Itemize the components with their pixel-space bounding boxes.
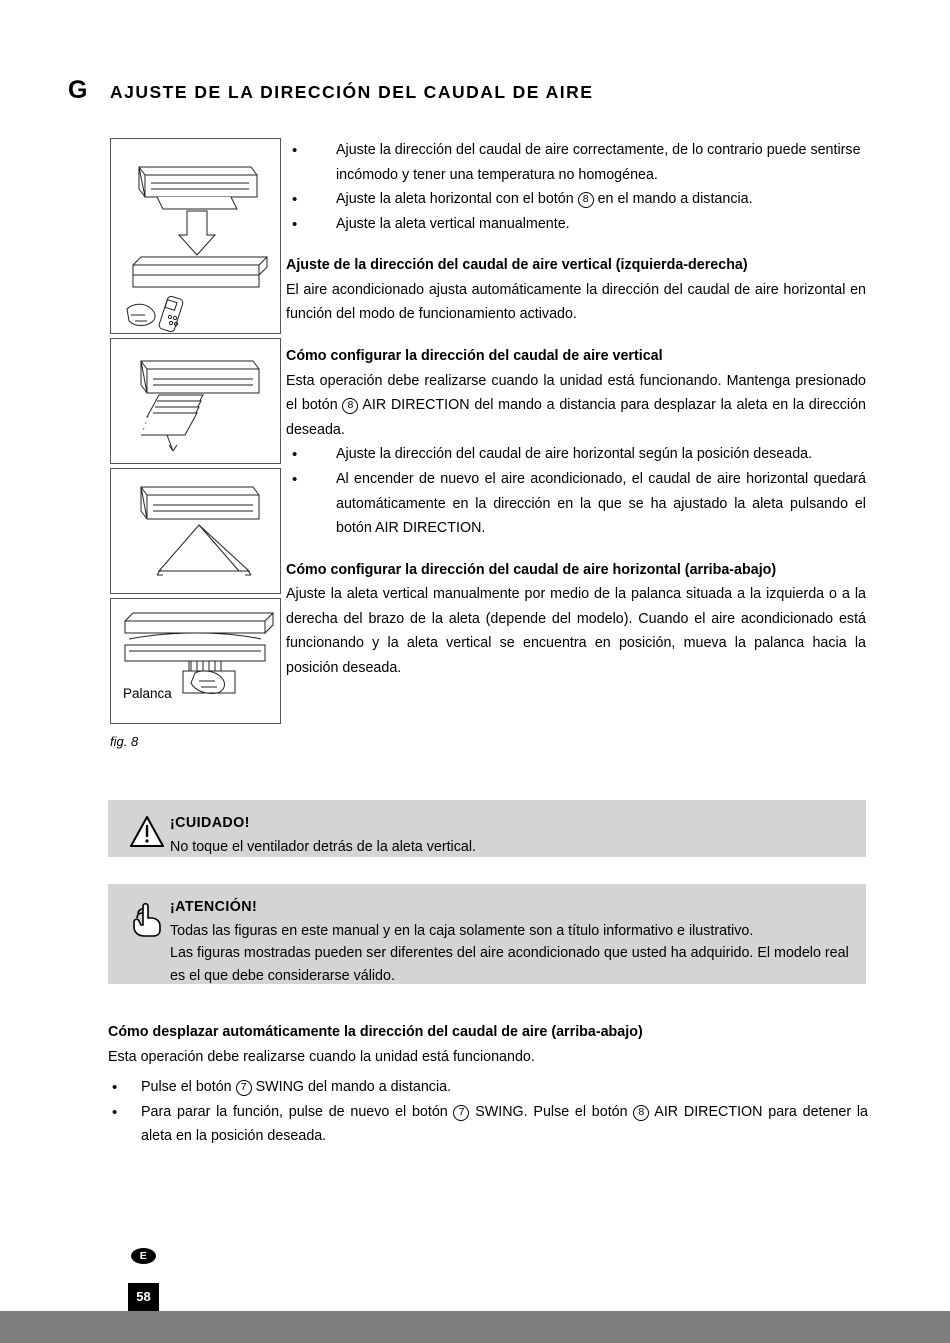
subsection-body-configure-vertical — [286, 369, 866, 443]
list-item: • Ajuste la dirección del caudal de aire horizontal según la posición deseada. — [286, 442, 866, 467]
intro-bullet-list — [286, 138, 866, 236]
figure-column — [110, 138, 281, 749]
warning-triangle-icon — [124, 812, 170, 847]
auto-swing-heading: Cómo desplazar automáticamente la dirección del caudal de aire (arriba-abajo) — [108, 1024, 643, 1040]
pointing-hand-icon — [124, 896, 170, 938]
section-header — [68, 76, 593, 105]
language-badge: E — [131, 1248, 156, 1264]
bullet-text-post: AIR DIRECTION para detener la aleta en la posición deseada. — [141, 1103, 868, 1145]
configure-vertical-bullets — [286, 442, 866, 540]
bullet-text-mid: SWING. Pulse el botón — [469, 1103, 634, 1120]
auto-swing-intro: Esta operación debe realizarse cuando la unidad está funcionando. — [108, 1048, 535, 1065]
subsection-heading-configure-vertical: Cómo configurar la dirección del caudal de aire vertical — [286, 348, 663, 365]
bullet-text-pre: Pulse el botón — [141, 1079, 236, 1096]
figure-3-illustration — [111, 469, 280, 593]
figure-vertical-louver — [110, 338, 281, 464]
page-title: AJUSTE DE LA DIRECCIÓN DEL CAUDAL DE AIRE — [109, 82, 594, 102]
bullet-text-post: en el mando a distancia. — [593, 191, 753, 208]
caution-title: ¡CUIDADO! — [170, 815, 250, 831]
subsection-heading-horizontal: Cómo configurar la dirección del caudal de aire horizontal (arriba-abajo) — [286, 561, 777, 578]
list-item: • Ajuste la dirección del caudal de aire correctamente, de lo contrario puede sentirse incómodo y tener una temperatura no homogénea. — [286, 138, 866, 187]
figure-indoor-unit-airflow — [110, 138, 281, 334]
bullet-text-pre: Para parar la función, pulse de nuevo el botón — [141, 1103, 454, 1120]
auto-swing-bullets — [108, 1075, 868, 1149]
attention-notice-body — [170, 896, 850, 987]
subsection-body-horizontal: Ajuste la aleta vertical manualmente por medio de la palanca situada a la izquierda o a la derecha del brazo de la aleta (depende del modelo). Cuando el aire acondicionado está funcionando y la aleta vertical se encuentra en posición, mueva la palanca hacia la posición deseada. — [286, 586, 866, 676]
caution-line: No toque el ventilador detrás de la aleta vertical. — [170, 838, 476, 855]
body-text-pre: Esta operación debe realizarse cuando la unidad está funcionando. Mantenga presionado el botón — [286, 372, 866, 414]
figure-4-illustration — [111, 599, 280, 723]
list-item — [108, 1100, 868, 1149]
attention-notice-box — [108, 884, 866, 984]
list-item — [286, 187, 866, 212]
list-item — [108, 1075, 868, 1100]
list-item: • Ajuste la aleta vertical manualmente. — [286, 212, 866, 237]
subsection-heading-vertical: Ajuste de la dirección del caudal de aire vertical (izquierda-derecha) — [286, 257, 748, 274]
button-number-badge: 7 — [453, 1105, 469, 1121]
button-number-badge: 8 — [342, 398, 358, 414]
button-number-badge: 8 — [578, 192, 594, 208]
body-text-post: AIR DIRECTION del mando a distancia para desplazar la aleta en la dirección deseada. — [286, 397, 866, 438]
footer-bar — [0, 1311, 950, 1343]
auto-swing-section — [108, 1020, 868, 1149]
list-item: • Al encender de nuevo el aire acondicionado, el caudal de aire horizontal quedará automáticamente en la dirección en la que se ha ajustado la aleta pulsando el botón AIR DIRECTION. — [286, 467, 866, 541]
main-text-column — [286, 138, 866, 681]
button-number-badge: 8 — [633, 1105, 649, 1121]
attention-line: Las figuras mostradas pueden ser diferentes del aire acondicionado que usted ha adquirido. El modelo real es el que debe considerarse válido. — [170, 945, 849, 984]
caution-notice-body — [170, 812, 476, 858]
attention-line: Todas las figuras en este manual y en la caja solamente son a título informativo e ilustrativo. — [170, 922, 754, 939]
figure-horizontal-airflow — [110, 468, 281, 594]
subsection-body-vertical: El aire acondicionado ajusta automáticamente la dirección del caudal de aire horizontal en función del modo de funcionamiento activado. — [286, 281, 866, 323]
bullet-text-post: SWING del mando a distancia. — [251, 1079, 452, 1096]
figure-2-illustration — [111, 339, 280, 463]
figure-1-illustration — [111, 139, 280, 333]
button-number-badge: 7 — [236, 1080, 252, 1096]
figure-caption: fig. 8 — [110, 734, 139, 749]
page-number-tab: 58 — [128, 1283, 159, 1343]
caution-notice-box — [108, 800, 866, 857]
attention-title: ¡ATENCIÓN! — [170, 899, 258, 915]
bullet-text-pre: Ajuste la aleta horizontal con el botón — [336, 191, 578, 208]
figure-lever-detail — [110, 598, 281, 724]
section-letter: G — [68, 76, 88, 104]
lever-label: Palanca — [123, 686, 172, 701]
